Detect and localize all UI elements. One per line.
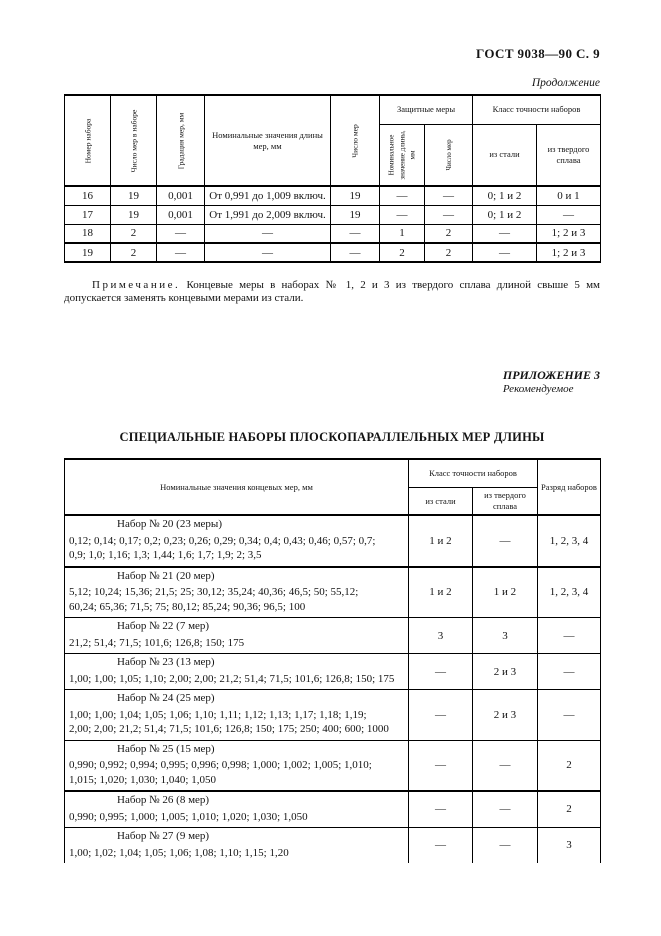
cell: 19 <box>111 205 157 224</box>
col-header-protective-count: Число мер <box>425 124 473 186</box>
cell-grade: 1, 2, 3, 4 <box>538 567 601 618</box>
cell: 18 <box>65 224 111 243</box>
table-row-set-19 <box>65 243 601 262</box>
set-title: Набор № 23 (13 мер) <box>117 656 215 669</box>
cell: От 1,991 до 2,009 включ. <box>205 205 331 224</box>
col-group-protective-measures: Защитные меры <box>380 95 473 124</box>
cell: 0,001 <box>157 186 205 205</box>
cell-hard-alloy-class: 3 <box>473 618 538 654</box>
table-row-set-26 <box>65 791 601 828</box>
cell-grade: — <box>538 618 601 654</box>
cell: — <box>473 224 537 243</box>
page-header: ГОСТ 9038—90 С. 9 <box>476 46 600 61</box>
cell: — <box>425 186 473 205</box>
note-label: Примечание. <box>92 279 181 291</box>
cell-hard-alloy-class: 2 и 3 <box>473 690 538 740</box>
set-title: Набор № 24 (25 мер) <box>117 692 215 705</box>
cell: — <box>380 205 425 224</box>
cell: 2 <box>425 243 473 262</box>
col-header-nominal-values: Номинальные значения концевых мер, мм <box>65 459 409 515</box>
cell: — <box>537 205 601 224</box>
cell-steel-class: 1 и 2 <box>409 515 473 566</box>
cell-hard-alloy-class: — <box>473 791 538 828</box>
cell: 2 <box>111 243 157 262</box>
cell: 0; 1 и 2 <box>473 186 537 205</box>
cell: 1; 2 и 3 <box>537 224 601 243</box>
col-header-hard-alloy: из твердого сплава <box>537 124 601 186</box>
table-row-set-17 <box>65 205 601 224</box>
cell: 19 <box>65 243 111 262</box>
cell: 0 и 1 <box>537 186 601 205</box>
table-row-set-23 <box>65 654 601 690</box>
set-values: 0,12; 0,14; 0,17; 0,2; 0,23; 0,26; 0,29; 0,34; 0,4; 0,43; 0,46; 0,57; 0,7; 0,9; 1,0; 1,16; 1,3; 1,44; 1,6; 1,7; 1,9; 2; 3,5 <box>69 535 376 562</box>
table-row-set-24 <box>65 690 601 740</box>
cell-hard-alloy-class: 2 и 3 <box>473 654 538 690</box>
cell-grade: 2 <box>538 740 601 791</box>
cell-hard-alloy-class: — <box>473 827 538 863</box>
gauge-sets-continuation-table <box>64 94 601 263</box>
set-values: 5,12; 10,24; 15,36; 21,5; 25; 30,12; 35,24; 40,36; 46,5; 50; 55,12; 60,24; 65,36; 71,5; 75; 80,12; 85,24; 90,36; 96,5; 100 <box>69 586 359 613</box>
set-title: Набор № 25 (15 мер) <box>117 742 215 755</box>
cell-grade: — <box>538 690 601 740</box>
cell: — <box>331 243 380 262</box>
col-header-nominal-values: Номинальные значения длины мер, мм <box>205 95 331 186</box>
cell-steel-class: — <box>409 690 473 740</box>
table-row-set-16 <box>65 186 601 205</box>
set-values: 0,990; 0,992; 0,994; 0,995; 0,996; 0,998; 1,000; 1,002; 1,005; 1,010; 1,015; 1,020; 1,030; 1,040; 1,050 <box>69 759 372 786</box>
cell-hard-alloy-class: 1 и 2 <box>473 567 538 618</box>
cell-grade: — <box>538 654 601 690</box>
col-header-measures-in-set: Число мер в наборе <box>111 95 157 186</box>
col-header-measure-count: Число мер <box>331 95 380 186</box>
cell: 2 <box>425 224 473 243</box>
col-header-hard-alloy: из твердого сплава <box>473 487 538 515</box>
set-values: 0,990; 0,995; 1,000; 1,005; 1,010; 1,020; 1,030; 1,050 <box>69 810 308 823</box>
cell: 2 <box>380 243 425 262</box>
table-row-set-22 <box>65 618 601 654</box>
cell-grade: 1, 2, 3, 4 <box>538 515 601 566</box>
cell-steel-class: — <box>409 654 473 690</box>
cell-steel-class: 3 <box>409 618 473 654</box>
note-paragraph <box>64 279 600 305</box>
set-values: 21,2; 51,4; 71,5; 101,6; 126,8; 150; 175 <box>69 636 245 649</box>
set-title: Набор № 22 (7 мер) <box>117 620 210 633</box>
table-row-set-18 <box>65 224 601 243</box>
col-header-set-number: Номер набора <box>65 95 111 186</box>
col-header-gradation: Градация мер, мм <box>157 95 205 186</box>
table-row-set-27 <box>65 827 601 863</box>
cell: 1 <box>380 224 425 243</box>
section-title: СПЕЦИАЛЬНЫЕ НАБОРЫ ПЛОСКОПАРАЛЛЕЛЬНЫХ МЕР ДЛИНЫ <box>119 430 545 445</box>
cell: 0,001 <box>157 205 205 224</box>
cell: — <box>157 224 205 243</box>
col-header-set-grade: Разряд наборов <box>538 459 601 515</box>
special-sets-table <box>64 458 601 863</box>
cell-steel-class: — <box>409 740 473 791</box>
cell: — <box>331 224 380 243</box>
col-group-accuracy-class: Класс точности наборов <box>473 95 601 124</box>
cell: 19 <box>331 186 380 205</box>
appendix-title: ПРИЛОЖЕНИЕ 3 <box>502 368 600 383</box>
col-group-accuracy-class: Класс точности наборов <box>409 459 538 487</box>
appendix-heading <box>64 368 600 395</box>
cell-steel-class: — <box>409 827 473 863</box>
cell: — <box>205 243 331 262</box>
table-row-set-20 <box>65 515 601 566</box>
cell: 0; 1 и 2 <box>473 205 537 224</box>
cell-steel-class: — <box>409 791 473 828</box>
table-row-set-21 <box>65 567 601 618</box>
set-values: 1,00; 1,00; 1,04; 1,05; 1,06; 1,10; 1,11; 1,12; 1,13; 1,17; 1,18; 1,19; 2,00; 2,00; 21,2; 51,4; 71,5; 101,6; 126,8; 150; 175; 250; 400; 600; 1000 <box>69 708 389 736</box>
cell: 16 <box>65 186 111 205</box>
appendix-subtitle: Рекомендуемое <box>502 383 574 396</box>
cell: 19 <box>111 186 157 205</box>
cell: 1; 2 и 3 <box>537 243 601 262</box>
cell: 17 <box>65 205 111 224</box>
continuation-label: Продолжение <box>531 77 600 89</box>
set-title: Набор № 27 (9 мер) <box>117 829 210 842</box>
set-values: 1,00; 1,02; 1,04; 1,05; 1,06; 1,08; 1,10; 1,15; 1,20 <box>69 846 289 859</box>
col-header-protective-nominal: Номинальное значение длины, мм <box>380 124 425 186</box>
cell: — <box>425 205 473 224</box>
cell: 2 <box>111 224 157 243</box>
cell-hard-alloy-class: — <box>473 515 538 566</box>
table-row-set-25 <box>65 740 601 791</box>
set-values: 1,00; 1,00; 1,05; 1,10; 2,00; 2,00; 21,2; 51,4; 71,5; 101,6; 126,8; 150; 175 <box>69 672 395 685</box>
col-header-steel: из стали <box>473 124 537 186</box>
cell: — <box>380 186 425 205</box>
note-text: Концевые меры в наборах № 1, 2 и 3 из твердого сплава длиной свыше 5 мм допускается заменять концевыми мерами из стали. <box>64 279 600 305</box>
cell-hard-alloy-class: — <box>473 740 538 791</box>
set-title: Набор № 20 (23 меры) <box>117 518 222 531</box>
cell-grade: 2 <box>538 791 601 828</box>
cell-steel-class: 1 и 2 <box>409 567 473 618</box>
set-title: Набор № 21 (20 мер) <box>117 569 215 582</box>
cell: — <box>157 243 205 262</box>
cell: 19 <box>331 205 380 224</box>
cell: — <box>473 243 537 262</box>
set-title: Набор № 26 (8 мер) <box>117 793 210 806</box>
cell-grade: 3 <box>538 827 601 863</box>
cell: — <box>205 224 331 243</box>
cell: От 0,991 до 1,009 включ. <box>205 186 331 205</box>
col-header-steel: из стали <box>409 487 473 515</box>
